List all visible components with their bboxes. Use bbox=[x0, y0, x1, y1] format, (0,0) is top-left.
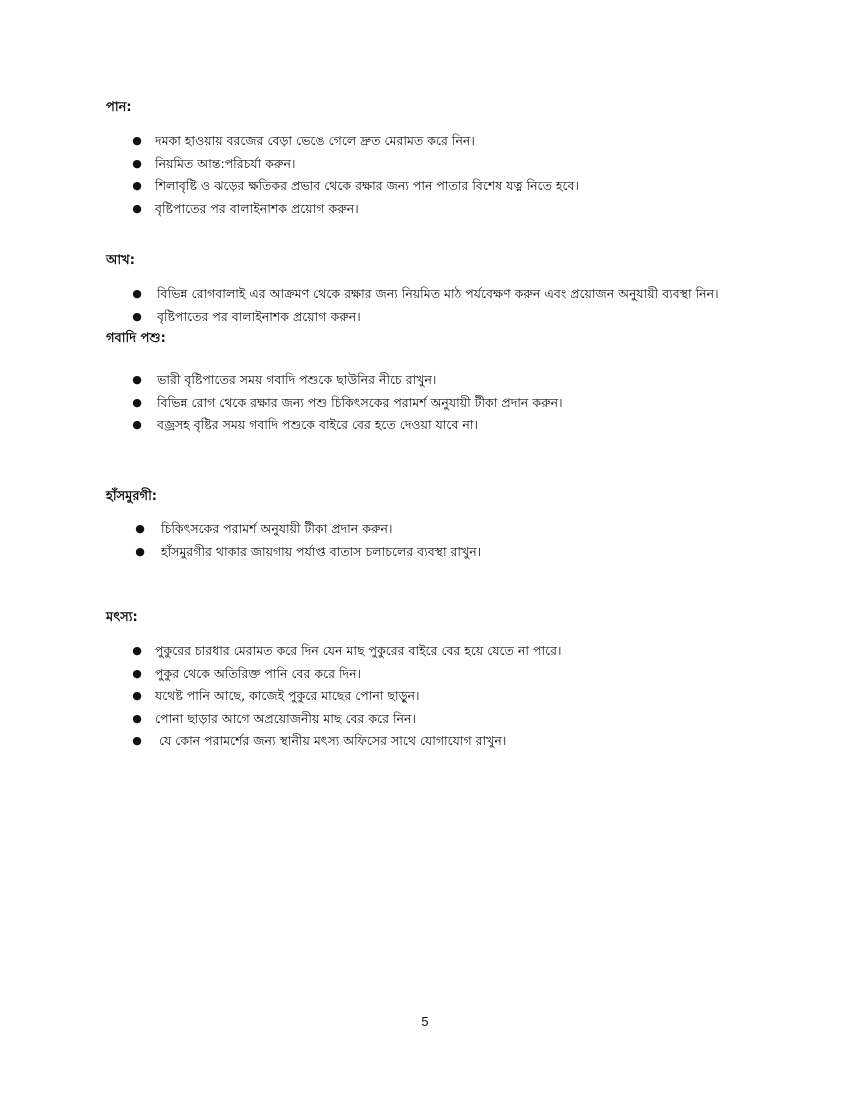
list-item-text: পুকুর থেকে অতিরিক্ত পানি বের করে দিন। bbox=[155, 665, 362, 681]
section-list-fisheries bbox=[130, 640, 561, 753]
list-item-text: হাঁসমুরগীর থাকার জায়গায় পর্যাপ্ত বাতাস চলাচলের ব্যবস্থা রাখুন। bbox=[161, 543, 482, 559]
list-item bbox=[130, 663, 561, 686]
section-heading-poultry: হাঁসমুরগী: bbox=[106, 489, 157, 504]
section-heading-livestock: গবাদি পশু: bbox=[106, 331, 166, 346]
list-item bbox=[130, 175, 579, 198]
list-item bbox=[130, 306, 719, 329]
list-item-text: বিভিন্ন রোগ থেকে রক্ষার জন্য পশু চিকিৎসকের পরামর্শ অনুযায়ী টীকা প্রদান করুন। bbox=[157, 394, 563, 410]
list-item-text: শিলাবৃষ্টি ও ঝড়ের ক্ষতিকর প্রভাব থেকে রক্ষার জন্য পান পাতার বিশেষ যত্ন নিতে হবে। bbox=[155, 178, 579, 193]
page-number: 5 bbox=[421, 1014, 429, 1029]
bullet-icon: ● bbox=[132, 644, 142, 657]
bullet-icon: ● bbox=[132, 373, 142, 386]
list-item bbox=[130, 130, 579, 153]
list-item-text: পোনা ছাড়ার আগে অপ্রয়োজনীয় মাছ বের করে নিন। bbox=[155, 710, 416, 726]
list-item bbox=[130, 369, 563, 392]
list-item-text: দমকা হাওয়ায় বরজের বেড়া ভেঙে গেলে দ্রুত মেরামত করে নিন। bbox=[155, 133, 475, 148]
list-item-text: বৃষ্টিপাতের পর বালাইনাশক প্রয়োগ করুন। bbox=[157, 308, 361, 324]
bullet-icon: ● bbox=[132, 134, 142, 147]
list-item bbox=[133, 518, 481, 541]
list-item-text: পুকুরের চারধার মেরামত করে দিন যেন মাছ পুকুরের বাইরে বের হয়ে যেতে না পারে। bbox=[155, 643, 562, 658]
list-item bbox=[130, 414, 563, 437]
list-item-text: ভারী বৃষ্টিপাতের সময় গবাদি পশুকে ছাউনির নীচে রাখুন। bbox=[157, 372, 437, 387]
section-list-akh bbox=[130, 283, 719, 328]
list-item bbox=[130, 283, 719, 306]
list-item bbox=[130, 708, 561, 731]
bullet-icon: ● bbox=[132, 689, 142, 702]
section-heading-paan: পান: bbox=[106, 100, 132, 115]
bullet-icon: ● bbox=[132, 156, 142, 170]
bullet-icon: ● bbox=[132, 201, 142, 215]
list-item bbox=[133, 541, 481, 564]
list-item-text: নিয়মিত আন্ত:পরিচর্যা করুন। bbox=[155, 155, 296, 171]
list-item bbox=[130, 153, 579, 176]
section-heading-akh: আখ: bbox=[106, 253, 135, 268]
list-item-text: বজ্রসহ বৃষ্টির সময় গবাদি পশুকে বাইরে বের হতে দেওয়া যাবে না। bbox=[157, 417, 478, 432]
section-list-paan bbox=[130, 130, 579, 220]
list-item bbox=[130, 685, 561, 708]
list-item bbox=[130, 730, 561, 753]
list-item bbox=[130, 640, 561, 663]
list-item-text: যথেষ্ট পানি আছে, কাজেই পুকুরে মাছের পোনা ছাড়ুন। bbox=[155, 688, 420, 703]
list-item bbox=[130, 198, 579, 221]
bullet-icon: ● bbox=[132, 666, 142, 680]
list-item-text: চিকিৎসকের পরামর্শ অনুযায়ী টীকা প্রদান করুন। bbox=[161, 521, 393, 536]
bullet-icon: ● bbox=[132, 711, 142, 725]
list-item-text: যে কোন পরামর্শের জন্য স্থানীয় মৎস্য অফিসের সাথে যোগাযোগ রাখুন। bbox=[159, 733, 507, 748]
list-item-text: বিভিন্ন রোগবালাই এর আক্রমণ থেকে রক্ষার জন্য নিয়মিত মাঠ পর্যবেক্ষণ করুন এবং প্রয়োজন অনুযায়ী ব্যবস্থা নিন। bbox=[157, 286, 719, 301]
bullet-icon: ● bbox=[132, 309, 142, 323]
bullet-icon: ● bbox=[135, 522, 145, 535]
list-item-text: বৃষ্টিপাতের পর বালাইনাশক প্রয়োগ করুন। bbox=[155, 200, 359, 216]
section-list-livestock bbox=[130, 369, 563, 437]
bullet-icon: ● bbox=[132, 418, 142, 431]
bullet-icon: ● bbox=[132, 287, 142, 300]
bullet-icon: ● bbox=[132, 734, 142, 747]
list-item bbox=[130, 392, 563, 415]
bullet-icon: ● bbox=[132, 179, 142, 192]
section-heading-fisheries: মৎস্য: bbox=[106, 610, 138, 625]
section-list-poultry bbox=[133, 518, 481, 563]
bullet-icon: ● bbox=[132, 395, 142, 409]
bullet-icon: ● bbox=[135, 544, 145, 558]
